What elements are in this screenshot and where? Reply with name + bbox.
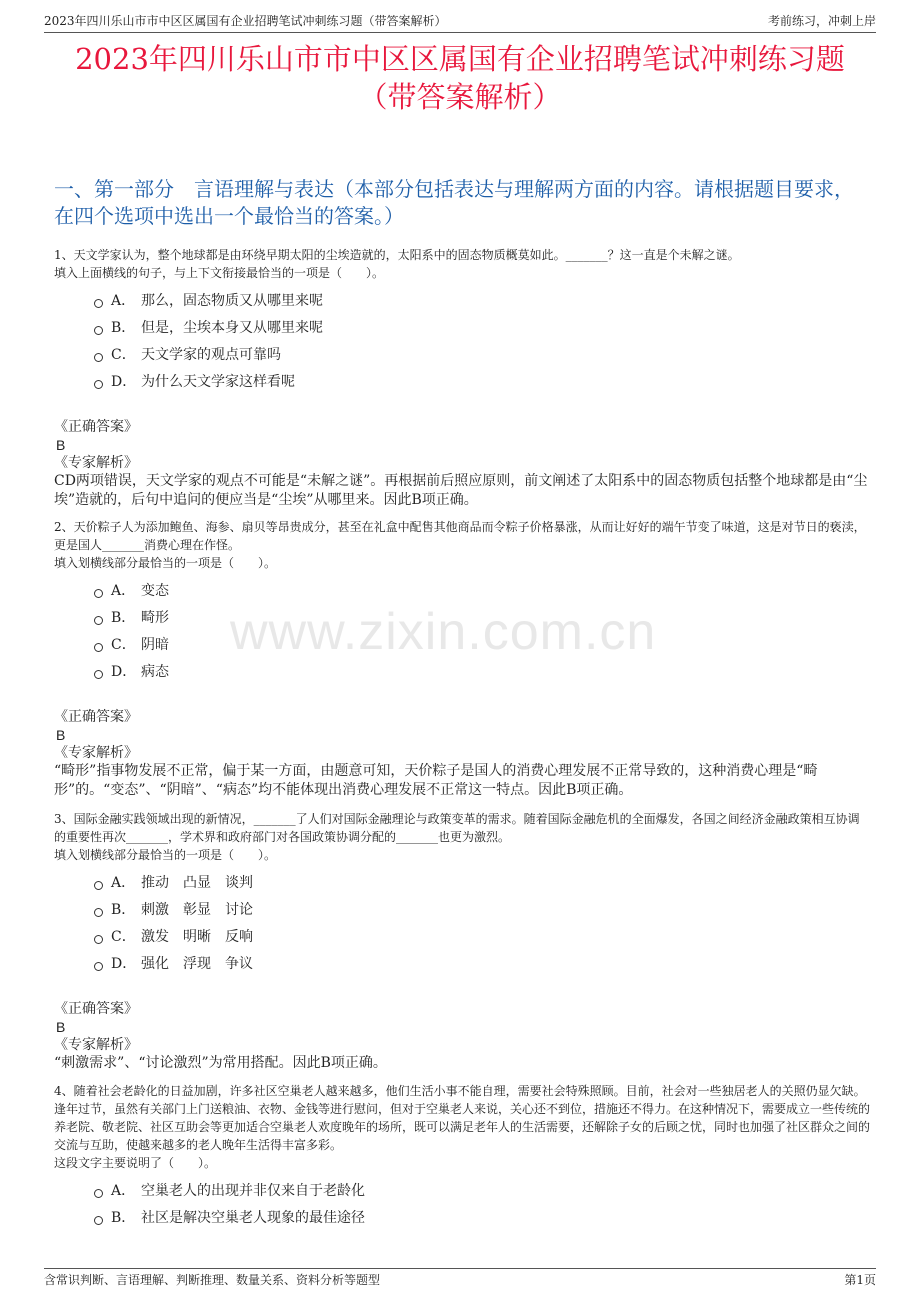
question-prompt: 这段文字主要说明了（ ）。 — [54, 1156, 217, 1170]
answer-label: 《正确答案》 — [54, 419, 138, 435]
analysis-label: 《专家解析》 — [54, 745, 138, 761]
radio-icon[interactable] — [94, 299, 103, 308]
answer-value: B — [56, 437, 66, 453]
option-letter: C． — [111, 929, 136, 945]
radio-icon[interactable] — [94, 1216, 103, 1225]
option-text: 为什么天文学家这样看呢 — [141, 374, 295, 390]
options-list — [94, 870, 870, 978]
question-stem: 2、天价粽子人为添加鲍鱼、海参、扇贝等昂贵成分，甚至在礼盒中配售其他商品而令粽子价格暴涨，从而让好好的端午节变了味道，这是对节日的亵渎，更是国人_______消费心理在作怪。 — [54, 520, 866, 552]
question-stem: 1、天文学家认为，整个地球都是由环绕早期太阳的尘埃造就的，太阳系中的固态物质概莫如此。_______？这一直是个未解之谜。 — [54, 248, 740, 262]
option-letter: B． — [111, 610, 136, 626]
page-footer — [44, 1268, 876, 1287]
answer-block — [54, 1000, 870, 1073]
option-text: 畸形 — [141, 610, 169, 626]
answer-value: B — [56, 1019, 66, 1035]
radio-icon[interactable] — [94, 962, 103, 971]
option-letter: A． — [111, 293, 136, 309]
title-line-2: （带答案解析） — [358, 80, 562, 114]
option-d[interactable] — [94, 659, 870, 686]
option-letter: D． — [111, 956, 137, 972]
option-a[interactable] — [94, 288, 870, 315]
option-letter: C． — [111, 347, 136, 363]
radio-icon[interactable] — [94, 353, 103, 362]
option-letter: C． — [111, 637, 136, 653]
option-letter: D． — [111, 664, 137, 680]
option-a[interactable] — [94, 870, 870, 897]
options-list — [94, 1178, 870, 1232]
answer-value: B — [56, 727, 66, 743]
option-b[interactable] — [94, 897, 870, 924]
option-letter: A． — [111, 1183, 136, 1199]
option-letter: A． — [111, 875, 136, 891]
option-a[interactable] — [94, 578, 870, 605]
option-letter: B． — [111, 320, 136, 336]
option-b[interactable] — [94, 315, 870, 342]
options-list — [94, 288, 870, 396]
answer-block — [54, 418, 870, 510]
option-text: 空巢老人的出现并非仅来自于老龄化 — [141, 1183, 365, 1199]
option-b[interactable] — [94, 1205, 870, 1232]
option-text: 变态 — [141, 583, 169, 599]
option-letter: B． — [111, 1210, 136, 1226]
option-d[interactable] — [94, 369, 870, 396]
radio-icon[interactable] — [94, 881, 103, 890]
option-text: 病态 — [141, 664, 169, 680]
option-text: 但是，尘埃本身又从哪里来呢 — [141, 320, 323, 336]
question-stem: 3、国际金融实践领域出现的新情况，_______了人们对国际金融理论与政策变革的需求。随着国际金融危机的全面爆发，各国之间经济金融政策相互协调的重要性再次_______，学术界和政府部门对各国政策协调分配的_______也更为激烈。 — [54, 812, 860, 844]
page-number: 第1页 — [844, 1273, 876, 1287]
option-b[interactable] — [94, 605, 870, 632]
section-heading: 一、第一部分 言语理解与表达（本部分包括表达与理解两方面的内容。请根据题目要求，在四个选项中选出一个最恰当的答案。） — [54, 177, 854, 228]
radio-icon[interactable] — [94, 670, 103, 679]
analysis-label: 《专家解析》 — [54, 1037, 138, 1053]
radio-icon[interactable] — [94, 380, 103, 389]
page-header — [44, 12, 876, 33]
footer-question-types: 含常识判断、言语理解、判断推理、数量关系、资料分析等题型 — [44, 1273, 381, 1287]
question-prompt: 填入划横线部分最恰当的一项是（ ）。 — [54, 848, 277, 862]
option-text: 刺激 彰显 讨论 — [141, 902, 253, 918]
option-c[interactable] — [94, 342, 870, 369]
option-letter: D． — [111, 374, 137, 390]
option-text: 推动 凸显 谈判 — [141, 875, 253, 891]
header-document-title: 2023年四川乐山市市中区区属国有企业招聘笔试冲刺练习题（带答案解析） — [44, 14, 447, 28]
option-text: 强化 浮现 争议 — [141, 956, 253, 972]
radio-icon[interactable] — [94, 326, 103, 335]
option-letter: A． — [111, 583, 136, 599]
radio-icon[interactable] — [94, 908, 103, 917]
option-text: 社区是解决空巢老人现象的最佳途径 — [141, 1210, 365, 1226]
option-letter: B． — [111, 902, 136, 918]
option-text: 天文学家的观点可靠吗 — [141, 347, 281, 363]
option-a[interactable] — [94, 1178, 870, 1205]
question-2 — [54, 518, 870, 800]
analysis-text: “刺激需求”、“讨论激烈”为常用搭配。因此B项正确。 — [54, 1055, 387, 1071]
question-3 — [54, 810, 870, 1073]
option-d[interactable] — [94, 951, 870, 978]
answer-block — [54, 708, 870, 800]
watermark: www.zixin.com.cn — [230, 603, 657, 661]
analysis-text: “畸形”指事物发展不正常，偏于某一方面，由题意可知，天价粽子是国人的消费心理发展不正常导致的，这种消费心理是“畸形”的。“变态”、“阴暗”、“病态”均不能体现出消费心理发展不正常这一特点。因此B项正确。 — [54, 763, 818, 798]
question-prompt: 填入上面横线的句子，与上下文衔接最恰当的一项是（ ）。 — [54, 266, 385, 280]
radio-icon[interactable] — [94, 643, 103, 652]
question-stem: 4、随着社会老龄化的日益加剧，许多社区空巢老人越来越多，他们生活小事不能自理，需要社会特殊照顾。目前，社会对一些独居老人的关照仍显欠缺。逢年过节，虽然有关部门上门送粮油、衣物、金钱等进行慰问，但对于空巢老人来说，关心还不到位，措施还不得力。在这种情况下，需要成立一些传统的养老院、敬老院、社区互助会等更加适合空巢老人欢度晚年的场所，既可以满足老年人的生活需要，还解除子女的后顾之忧，同时也加强了社区群众之间的交流与互助，使越来越多的老人晚年生活得丰富多彩。 — [54, 1084, 871, 1152]
option-c[interactable] — [94, 924, 870, 951]
options-list — [94, 578, 870, 686]
radio-icon[interactable] — [94, 616, 103, 625]
option-text: 那么，固态物质又从哪里来呢 — [141, 293, 323, 309]
option-text: 激发 明晰 反响 — [141, 929, 253, 945]
question-prompt: 填入划横线部分最恰当的一项是（ ）。 — [54, 556, 277, 570]
document-title — [44, 40, 876, 116]
radio-icon[interactable] — [94, 589, 103, 598]
title-line-1: 2023年四川乐山市市中区区属国有企业招聘笔试冲刺练习题 — [75, 42, 845, 76]
radio-icon[interactable] — [94, 935, 103, 944]
radio-icon[interactable] — [94, 1189, 103, 1198]
answer-label: 《正确答案》 — [54, 709, 138, 725]
option-c[interactable] — [94, 632, 870, 659]
analysis-label: 《专家解析》 — [54, 455, 138, 471]
question-4 — [54, 1082, 870, 1232]
question-1 — [54, 246, 870, 510]
header-slogan: 考前练习，冲刺上岸 — [767, 14, 876, 28]
analysis-text: CD两项错误，天文学家的观点不可能是“未解之谜”。再根据前后照应原则，前文阐述了太阳系中的固态物质包括整个地球都是由“尘埃”造就的，后句中追问的便应当是“尘埃”从哪里来。因此B项正确。 — [54, 473, 868, 508]
answer-label: 《正确答案》 — [54, 1001, 138, 1017]
option-text: 阴暗 — [141, 637, 169, 653]
